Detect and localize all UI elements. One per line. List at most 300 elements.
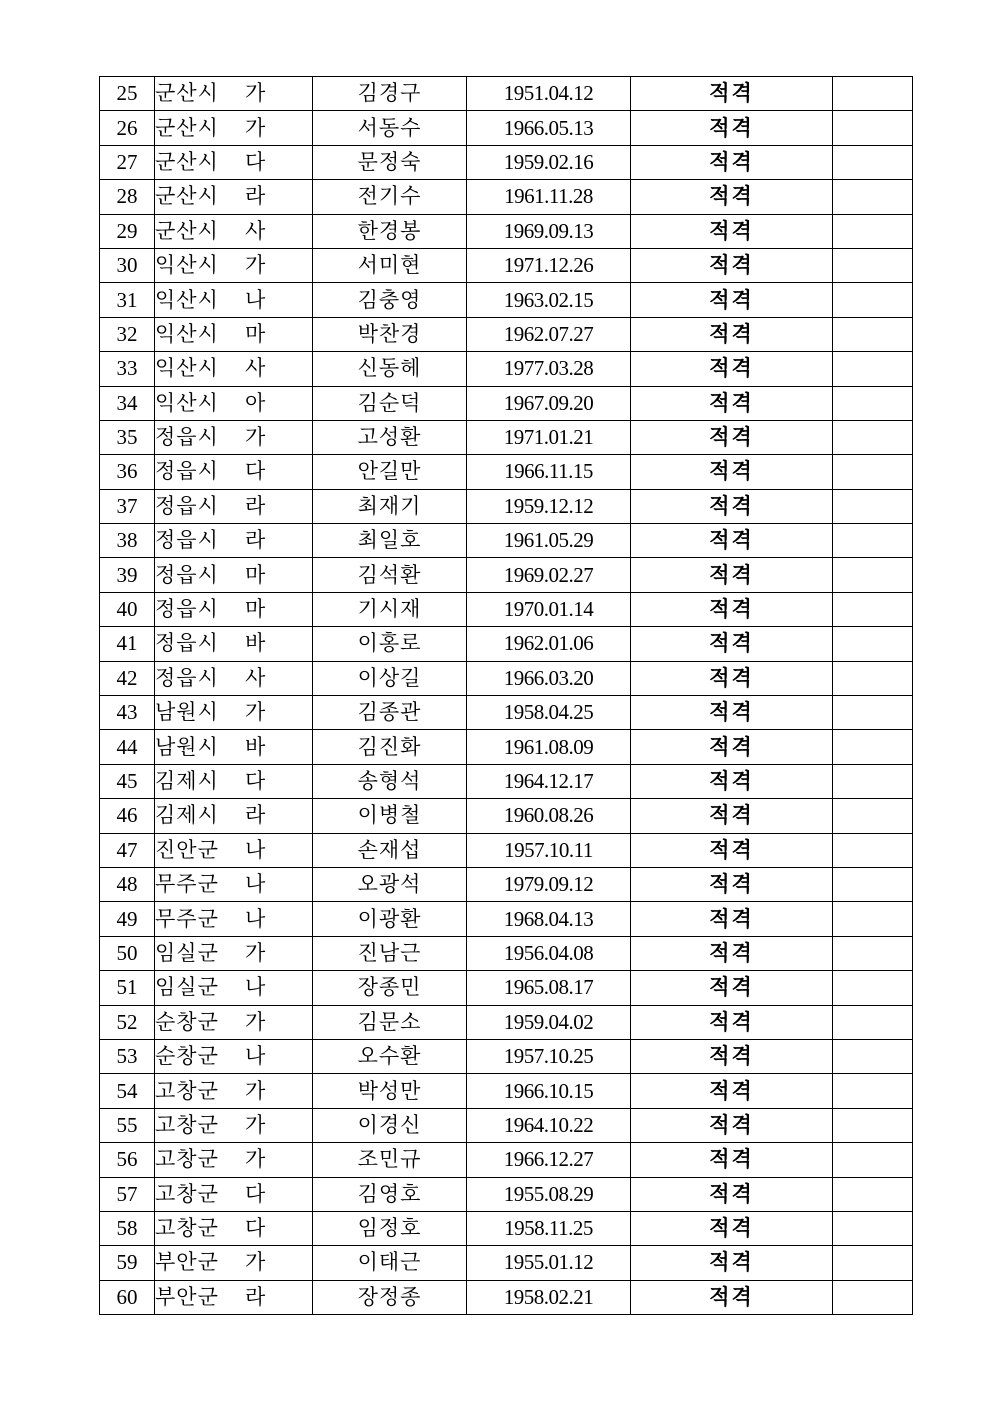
region-cell: [155, 1074, 313, 1108]
city-name: 임실군: [155, 975, 219, 1000]
result-cell: 적격: [631, 352, 833, 386]
applicant-name-cell: 김영호: [313, 1177, 467, 1211]
note-cell: [833, 352, 913, 386]
note-cell: [833, 180, 913, 214]
region-cell: [155, 1246, 313, 1280]
district-group: 바: [245, 631, 266, 656]
note-cell: [833, 1143, 913, 1177]
row-number-cell: 57: [100, 1177, 155, 1211]
district-group: 가: [245, 700, 266, 725]
city-name: 고창군: [155, 1078, 219, 1103]
row-number-cell: 36: [100, 455, 155, 489]
birth-date-cell: 1965.08.17: [467, 971, 631, 1005]
region-cell: [155, 696, 313, 730]
result-cell: 적격: [631, 455, 833, 489]
note-cell: [833, 1039, 913, 1073]
row-number-cell: 53: [100, 1039, 155, 1073]
birth-date-cell: 1957.10.11: [467, 833, 631, 867]
birth-date-cell: 1962.01.06: [467, 627, 631, 661]
birth-date-cell: 1979.09.12: [467, 867, 631, 901]
table-row: [100, 730, 913, 764]
note-cell: [833, 145, 913, 179]
row-number-cell: 30: [100, 248, 155, 282]
row-number-cell: 60: [100, 1280, 155, 1314]
row-number-cell: 46: [100, 799, 155, 833]
table-row: [100, 764, 913, 798]
region-cell: [155, 833, 313, 867]
region-cell: [155, 214, 313, 248]
row-number-cell: 48: [100, 867, 155, 901]
result-cell: 적격: [631, 317, 833, 351]
region-cell: [155, 1211, 313, 1245]
result-cell: 적격: [631, 77, 833, 111]
region-cell: [155, 420, 313, 454]
row-number-cell: 51: [100, 971, 155, 1005]
applicant-name-cell: 박찬경: [313, 317, 467, 351]
city-name: 임실군: [155, 940, 219, 965]
applicant-name-cell: 장종민: [313, 971, 467, 1005]
row-number-cell: 58: [100, 1211, 155, 1245]
city-name: 정읍시: [155, 459, 219, 484]
region-cell: [155, 764, 313, 798]
city-name: 진안군: [155, 837, 219, 862]
note-cell: [833, 1108, 913, 1142]
applicant-name-cell: 오수환: [313, 1039, 467, 1073]
row-number-cell: 25: [100, 77, 155, 111]
table-row: [100, 696, 913, 730]
district-group: 나: [245, 837, 266, 862]
district-group: 바: [245, 734, 266, 759]
result-cell: 적격: [631, 386, 833, 420]
district-group: 라: [245, 493, 266, 518]
table-row: [100, 1074, 913, 1108]
row-number-cell: 52: [100, 1005, 155, 1039]
district-group: 마: [245, 321, 266, 346]
result-cell: 적격: [631, 799, 833, 833]
region-cell: [155, 352, 313, 386]
region-cell: [155, 317, 313, 351]
table-row: [100, 145, 913, 179]
result-cell: 적격: [631, 1246, 833, 1280]
district-group: 다: [245, 149, 266, 174]
region-cell: [155, 489, 313, 523]
table-row: [100, 180, 913, 214]
table-row: [100, 489, 913, 523]
city-name: 군산시: [155, 115, 219, 140]
district-group: 가: [245, 1112, 266, 1137]
region-cell: [155, 592, 313, 626]
region-cell: [155, 1005, 313, 1039]
district-group: 가: [245, 1009, 266, 1034]
city-name: 김제시: [155, 769, 219, 793]
row-number-cell: 47: [100, 833, 155, 867]
region-cell: [155, 455, 313, 489]
city-name: 고창군: [155, 1216, 219, 1241]
city-name: 김제시: [155, 803, 219, 828]
table-row: [100, 1211, 913, 1245]
note-cell: [833, 111, 913, 145]
result-cell: 적격: [631, 1005, 833, 1039]
region-cell: [155, 902, 313, 936]
row-number-cell: 56: [100, 1143, 155, 1177]
note-cell: [833, 1246, 913, 1280]
table-row: [100, 1177, 913, 1211]
row-number-cell: 35: [100, 420, 155, 454]
row-number-cell: 43: [100, 696, 155, 730]
birth-date-cell: 1977.03.28: [467, 352, 631, 386]
region-cell: [155, 1108, 313, 1142]
applicant-name-cell: 최일호: [313, 524, 467, 558]
birth-date-cell: 1971.01.21: [467, 420, 631, 454]
note-cell: [833, 524, 913, 558]
note-cell: [833, 902, 913, 936]
city-name: 남원시: [155, 700, 219, 725]
applicant-name-cell: 손재섭: [313, 833, 467, 867]
district-group: 다: [245, 459, 266, 484]
region-cell: [155, 1280, 313, 1314]
birth-date-cell: 1960.08.26: [467, 799, 631, 833]
birth-date-cell: 1959.12.12: [467, 489, 631, 523]
note-cell: [833, 1177, 913, 1211]
applicant-table-body: [100, 77, 913, 1315]
row-number-cell: 39: [100, 558, 155, 592]
result-cell: 적격: [631, 180, 833, 214]
applicant-name-cell: 문정숙: [313, 145, 467, 179]
row-number-cell: 45: [100, 764, 155, 798]
row-number-cell: 49: [100, 902, 155, 936]
district-group: 가: [245, 940, 266, 965]
note-cell: [833, 248, 913, 282]
table-row: [100, 1108, 913, 1142]
birth-date-cell: 1969.09.13: [467, 214, 631, 248]
row-number-cell: 31: [100, 283, 155, 317]
district-group: 가: [245, 115, 266, 140]
note-cell: [833, 833, 913, 867]
note-cell: [833, 936, 913, 970]
applicant-name-cell: 김순덕: [313, 386, 467, 420]
district-group: 라: [245, 184, 266, 209]
note-cell: [833, 317, 913, 351]
applicant-name-cell: 조민규: [313, 1143, 467, 1177]
table-row: [100, 248, 913, 282]
birth-date-cell: 1958.11.25: [467, 1211, 631, 1245]
birth-date-cell: 1961.11.28: [467, 180, 631, 214]
result-cell: 적격: [631, 420, 833, 454]
birth-date-cell: 1970.01.14: [467, 592, 631, 626]
table-row: [100, 77, 913, 111]
table-row: [100, 1143, 913, 1177]
result-cell: 적격: [631, 283, 833, 317]
table-row: [100, 214, 913, 248]
applicant-name-cell: 이홍로: [313, 627, 467, 661]
district-group: 가: [245, 1078, 266, 1103]
district-group: 가: [245, 1250, 266, 1275]
birth-date-cell: 1961.05.29: [467, 524, 631, 558]
region-cell: [155, 627, 313, 661]
birth-date-cell: 1967.09.20: [467, 386, 631, 420]
row-number-cell: 37: [100, 489, 155, 523]
table-row: [100, 1005, 913, 1039]
birth-date-cell: 1966.11.15: [467, 455, 631, 489]
district-group: 가: [245, 253, 266, 278]
applicant-name-cell: 오광석: [313, 867, 467, 901]
table-row: [100, 317, 913, 351]
region-cell: [155, 111, 313, 145]
city-name: 순창군: [155, 1044, 219, 1069]
city-name: 익산시: [155, 287, 219, 312]
applicant-name-cell: 이경신: [313, 1108, 467, 1142]
district-group: 다: [245, 1216, 266, 1241]
note-cell: [833, 971, 913, 1005]
region-cell: [155, 283, 313, 317]
result-cell: 적격: [631, 867, 833, 901]
birth-date-cell: 1971.12.26: [467, 248, 631, 282]
result-cell: 적격: [631, 1039, 833, 1073]
birth-date-cell: 1962.07.27: [467, 317, 631, 351]
region-cell: [155, 248, 313, 282]
city-name: 부안군: [155, 1284, 219, 1309]
city-name: 정읍시: [155, 665, 219, 690]
birth-date-cell: 1969.02.27: [467, 558, 631, 592]
district-group: 나: [245, 906, 266, 931]
applicant-name-cell: 김종관: [313, 696, 467, 730]
table-row: [100, 558, 913, 592]
region-cell: [155, 524, 313, 558]
region-cell: [155, 77, 313, 111]
city-name: 무주군: [155, 872, 219, 897]
applicant-name-cell: 이병철: [313, 799, 467, 833]
birth-date-cell: 1966.03.20: [467, 661, 631, 695]
applicant-name-cell: 이광환: [313, 902, 467, 936]
district-group: 마: [245, 597, 266, 622]
district-group: 사: [245, 218, 266, 243]
district-group: 라: [245, 1284, 266, 1309]
birth-date-cell: 1958.02.21: [467, 1280, 631, 1314]
city-name: 군산시: [155, 149, 219, 174]
city-name: 정읍시: [155, 562, 219, 587]
birth-date-cell: 1959.02.16: [467, 145, 631, 179]
district-group: 나: [245, 975, 266, 1000]
city-name: 정읍시: [155, 425, 219, 450]
result-cell: 적격: [631, 524, 833, 558]
result-cell: 적격: [631, 936, 833, 970]
result-cell: 적격: [631, 592, 833, 626]
result-cell: 적격: [631, 902, 833, 936]
result-cell: 적격: [631, 248, 833, 282]
city-name: 익산시: [155, 390, 219, 415]
result-cell: 적격: [631, 1177, 833, 1211]
region-cell: [155, 1177, 313, 1211]
district-group: 사: [245, 356, 266, 381]
row-number-cell: 29: [100, 214, 155, 248]
city-name: 익산시: [155, 356, 219, 381]
region-cell: [155, 1039, 313, 1073]
result-cell: 적격: [631, 489, 833, 523]
result-cell: 적격: [631, 111, 833, 145]
city-name: 익산시: [155, 321, 219, 346]
table-row: [100, 455, 913, 489]
result-cell: 적격: [631, 833, 833, 867]
city-name: 익산시: [155, 253, 219, 278]
row-number-cell: 50: [100, 936, 155, 970]
table-row: [100, 111, 913, 145]
table-row: [100, 833, 913, 867]
table-row: [100, 799, 913, 833]
birth-date-cell: 1957.10.25: [467, 1039, 631, 1073]
row-number-cell: 33: [100, 352, 155, 386]
district-group: 사: [245, 665, 266, 690]
table-row: [100, 524, 913, 558]
applicant-name-cell: 고성환: [313, 420, 467, 454]
table-row: [100, 627, 913, 661]
note-cell: [833, 661, 913, 695]
row-number-cell: 59: [100, 1246, 155, 1280]
city-name: 군산시: [155, 218, 219, 243]
result-cell: 적격: [631, 627, 833, 661]
result-cell: 적격: [631, 1108, 833, 1142]
applicant-name-cell: 안길만: [313, 455, 467, 489]
row-number-cell: 28: [100, 180, 155, 214]
birth-date-cell: 1958.04.25: [467, 696, 631, 730]
birth-date-cell: 1951.04.12: [467, 77, 631, 111]
table-row: [100, 352, 913, 386]
note-cell: [833, 764, 913, 798]
region-cell: [155, 386, 313, 420]
region-cell: [155, 936, 313, 970]
city-name: 남원시: [155, 734, 219, 759]
district-group: 가: [245, 1147, 266, 1172]
region-cell: [155, 558, 313, 592]
result-cell: 적격: [631, 661, 833, 695]
note-cell: [833, 730, 913, 764]
row-number-cell: 44: [100, 730, 155, 764]
city-name: 부안군: [155, 1250, 219, 1275]
applicant-name-cell: 김석환: [313, 558, 467, 592]
result-cell: 적격: [631, 730, 833, 764]
region-cell: [155, 180, 313, 214]
table-row: [100, 1246, 913, 1280]
city-name: 무주군: [155, 906, 219, 931]
note-cell: [833, 627, 913, 661]
district-group: 아: [245, 390, 266, 415]
birth-date-cell: 1955.08.29: [467, 1177, 631, 1211]
applicant-name-cell: 김진화: [313, 730, 467, 764]
applicant-name-cell: 서미현: [313, 248, 467, 282]
row-number-cell: 55: [100, 1108, 155, 1142]
applicant-name-cell: 임정호: [313, 1211, 467, 1245]
region-cell: [155, 971, 313, 1005]
region-cell: [155, 145, 313, 179]
result-cell: 적격: [631, 145, 833, 179]
region-cell: [155, 730, 313, 764]
applicant-name-cell: 한경봉: [313, 214, 467, 248]
applicant-name-cell: 박성만: [313, 1074, 467, 1108]
row-number-cell: 38: [100, 524, 155, 558]
city-name: 군산시: [155, 81, 219, 106]
city-name: 정읍시: [155, 631, 219, 656]
birth-date-cell: 1966.12.27: [467, 1143, 631, 1177]
table-row: [100, 592, 913, 626]
birth-date-cell: 1959.04.02: [467, 1005, 631, 1039]
applicant-name-cell: 장정종: [313, 1280, 467, 1314]
note-cell: [833, 214, 913, 248]
birth-date-cell: 1966.10.15: [467, 1074, 631, 1108]
region-cell: [155, 661, 313, 695]
row-number-cell: 26: [100, 111, 155, 145]
row-number-cell: 41: [100, 627, 155, 661]
note-cell: [833, 420, 913, 454]
region-cell: [155, 1143, 313, 1177]
region-cell: [155, 799, 313, 833]
note-cell: [833, 799, 913, 833]
birth-date-cell: 1963.02.15: [467, 283, 631, 317]
table-row: [100, 1280, 913, 1314]
row-number-cell: 32: [100, 317, 155, 351]
district-group: 라: [245, 803, 266, 828]
note-cell: [833, 77, 913, 111]
table-row: [100, 902, 913, 936]
applicant-name-cell: 김충영: [313, 283, 467, 317]
district-group: 가: [245, 425, 266, 450]
row-number-cell: 54: [100, 1074, 155, 1108]
row-number-cell: 27: [100, 145, 155, 179]
row-number-cell: 40: [100, 592, 155, 626]
district-group: 라: [245, 528, 266, 553]
table-row: [100, 420, 913, 454]
result-cell: 적격: [631, 696, 833, 730]
applicant-name-cell: 신동헤: [313, 352, 467, 386]
city-name: 정읍시: [155, 597, 219, 622]
result-cell: 적격: [631, 1211, 833, 1245]
result-cell: 적격: [631, 214, 833, 248]
district-group: 나: [245, 1044, 266, 1069]
district-group: 나: [245, 287, 266, 312]
birth-date-cell: 1964.10.22: [467, 1108, 631, 1142]
applicant-name-cell: 송형석: [313, 764, 467, 798]
note-cell: [833, 1280, 913, 1314]
table-row: [100, 867, 913, 901]
table-row: [100, 1039, 913, 1073]
birth-date-cell: 1966.05.13: [467, 111, 631, 145]
applicant-name-cell: 기시재: [313, 592, 467, 626]
result-cell: 적격: [631, 558, 833, 592]
city-name: 고창군: [155, 1112, 219, 1137]
district-group: 나: [245, 872, 266, 897]
result-cell: 적격: [631, 1074, 833, 1108]
applicant-name-cell: 김문소: [313, 1005, 467, 1039]
birth-date-cell: 1964.12.17: [467, 764, 631, 798]
city-name: 군산시: [155, 184, 219, 209]
region-cell: [155, 867, 313, 901]
applicant-name-cell: 진남근: [313, 936, 467, 970]
note-cell: [833, 867, 913, 901]
note-cell: [833, 696, 913, 730]
applicant-name-cell: 김경구: [313, 77, 467, 111]
applicant-name-cell: 서동수: [313, 111, 467, 145]
note-cell: [833, 386, 913, 420]
district-group: 마: [245, 562, 266, 587]
birth-date-cell: 1955.01.12: [467, 1246, 631, 1280]
result-cell: 적격: [631, 764, 833, 798]
district-group: 가: [245, 81, 266, 106]
applicant-name-cell: 최재기: [313, 489, 467, 523]
applicant-name-cell: 이상길: [313, 661, 467, 695]
note-cell: [833, 1005, 913, 1039]
table-row: [100, 386, 913, 420]
city-name: 정읍시: [155, 493, 219, 518]
birth-date-cell: 1968.04.13: [467, 902, 631, 936]
city-name: 고창군: [155, 1181, 219, 1206]
